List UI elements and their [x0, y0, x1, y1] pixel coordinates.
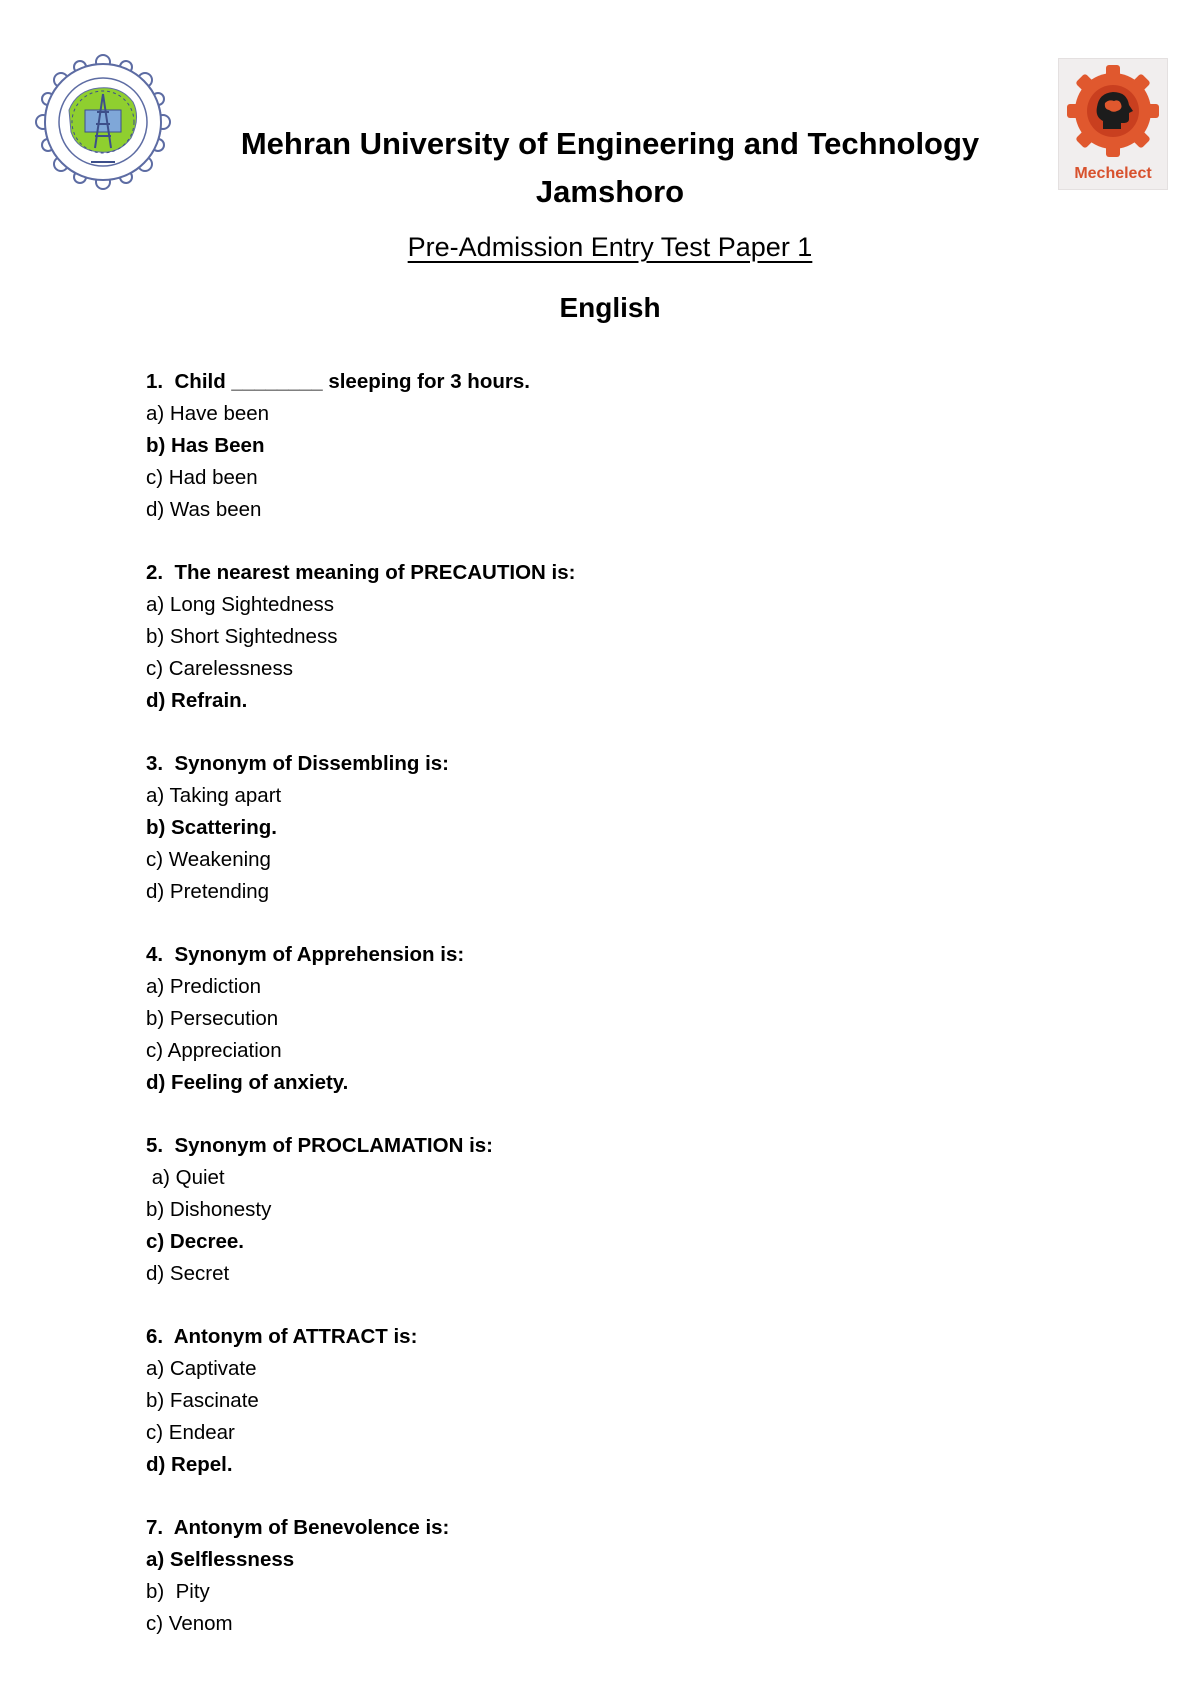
question-title: 4. Synonym of Apprehension is: — [146, 943, 465, 966]
university-name-line1: Mehran University of Engineering and Technology — [240, 126, 980, 161]
question-title: 7. Antonym of Benevolence is: — [146, 1516, 450, 1539]
answer-option: c) Appreciation — [146, 1039, 282, 1062]
answer-option: d) Pretending — [146, 880, 270, 903]
subject-heading: English — [559, 292, 661, 323]
mechelect-brand-text: Mechelect — [1074, 165, 1152, 182]
question-block — [146, 1321, 1106, 1481]
question-block — [146, 939, 1106, 1099]
mechelect-logo — [1058, 58, 1168, 190]
answer-option: b) Persecution — [146, 1007, 279, 1030]
question-block — [146, 1130, 1106, 1290]
question-title: 3. Synonym of Dissembling is: — [146, 752, 450, 775]
document-header — [180, 120, 1040, 216]
answer-option: c) Carelessness — [146, 657, 293, 680]
answer-option: a) Have been — [146, 402, 270, 425]
question-title: 2. The nearest meaning of PRECAUTION is: — [146, 561, 576, 584]
answer-option: a) Prediction — [146, 975, 262, 998]
gear-brain-icon — [1067, 65, 1159, 157]
question-block — [146, 748, 1106, 908]
answer-option-correct: c) Decree. — [146, 1230, 245, 1253]
answer-option: a) Quiet — [146, 1166, 225, 1189]
university-name-line2: Jamshoro — [535, 174, 685, 209]
answer-option-correct: b) Has Been — [146, 434, 265, 457]
question-title: 5. Synonym of PROCLAMATION is: — [146, 1134, 493, 1157]
question-block — [146, 1512, 1106, 1640]
university-seal-logo — [33, 52, 173, 192]
paper-title: Pre-Admission Entry Test Paper 1 — [407, 232, 813, 262]
answer-option: a) Taking apart — [146, 784, 282, 807]
answer-option: c) Had been — [146, 466, 258, 489]
question-title: 6. Antonym of ATTRACT is: — [146, 1325, 418, 1348]
answer-option-correct: d) Feeling of anxiety. — [146, 1071, 349, 1094]
question-block — [146, 366, 1106, 526]
answer-option: c) Endear — [146, 1421, 235, 1444]
answer-option: c) Weakening — [146, 848, 271, 871]
answer-option: b) Fascinate — [146, 1389, 259, 1412]
answer-option-correct: d) Repel. — [146, 1453, 233, 1476]
answer-option: a) Long Sightedness — [146, 593, 335, 616]
answer-option: a) Captivate — [146, 1357, 257, 1380]
question-list — [146, 366, 1106, 1671]
answer-option: d) Secret — [146, 1262, 230, 1285]
answer-option-correct: d) Refrain. — [146, 689, 248, 712]
answer-option-correct: b) Scattering. — [146, 816, 277, 839]
answer-option: d) Was been — [146, 498, 262, 521]
answer-option: b) Pity — [146, 1580, 210, 1603]
answer-option-correct: a) Selflessness — [146, 1548, 295, 1571]
answer-option: b) Short Sightedness — [146, 625, 338, 648]
answer-option: b) Dishonesty — [146, 1198, 272, 1221]
question-block — [146, 557, 1106, 717]
question-title: 1. Child ________ sleeping for 3 hours. — [146, 370, 530, 393]
answer-option: c) Venom — [146, 1612, 233, 1635]
